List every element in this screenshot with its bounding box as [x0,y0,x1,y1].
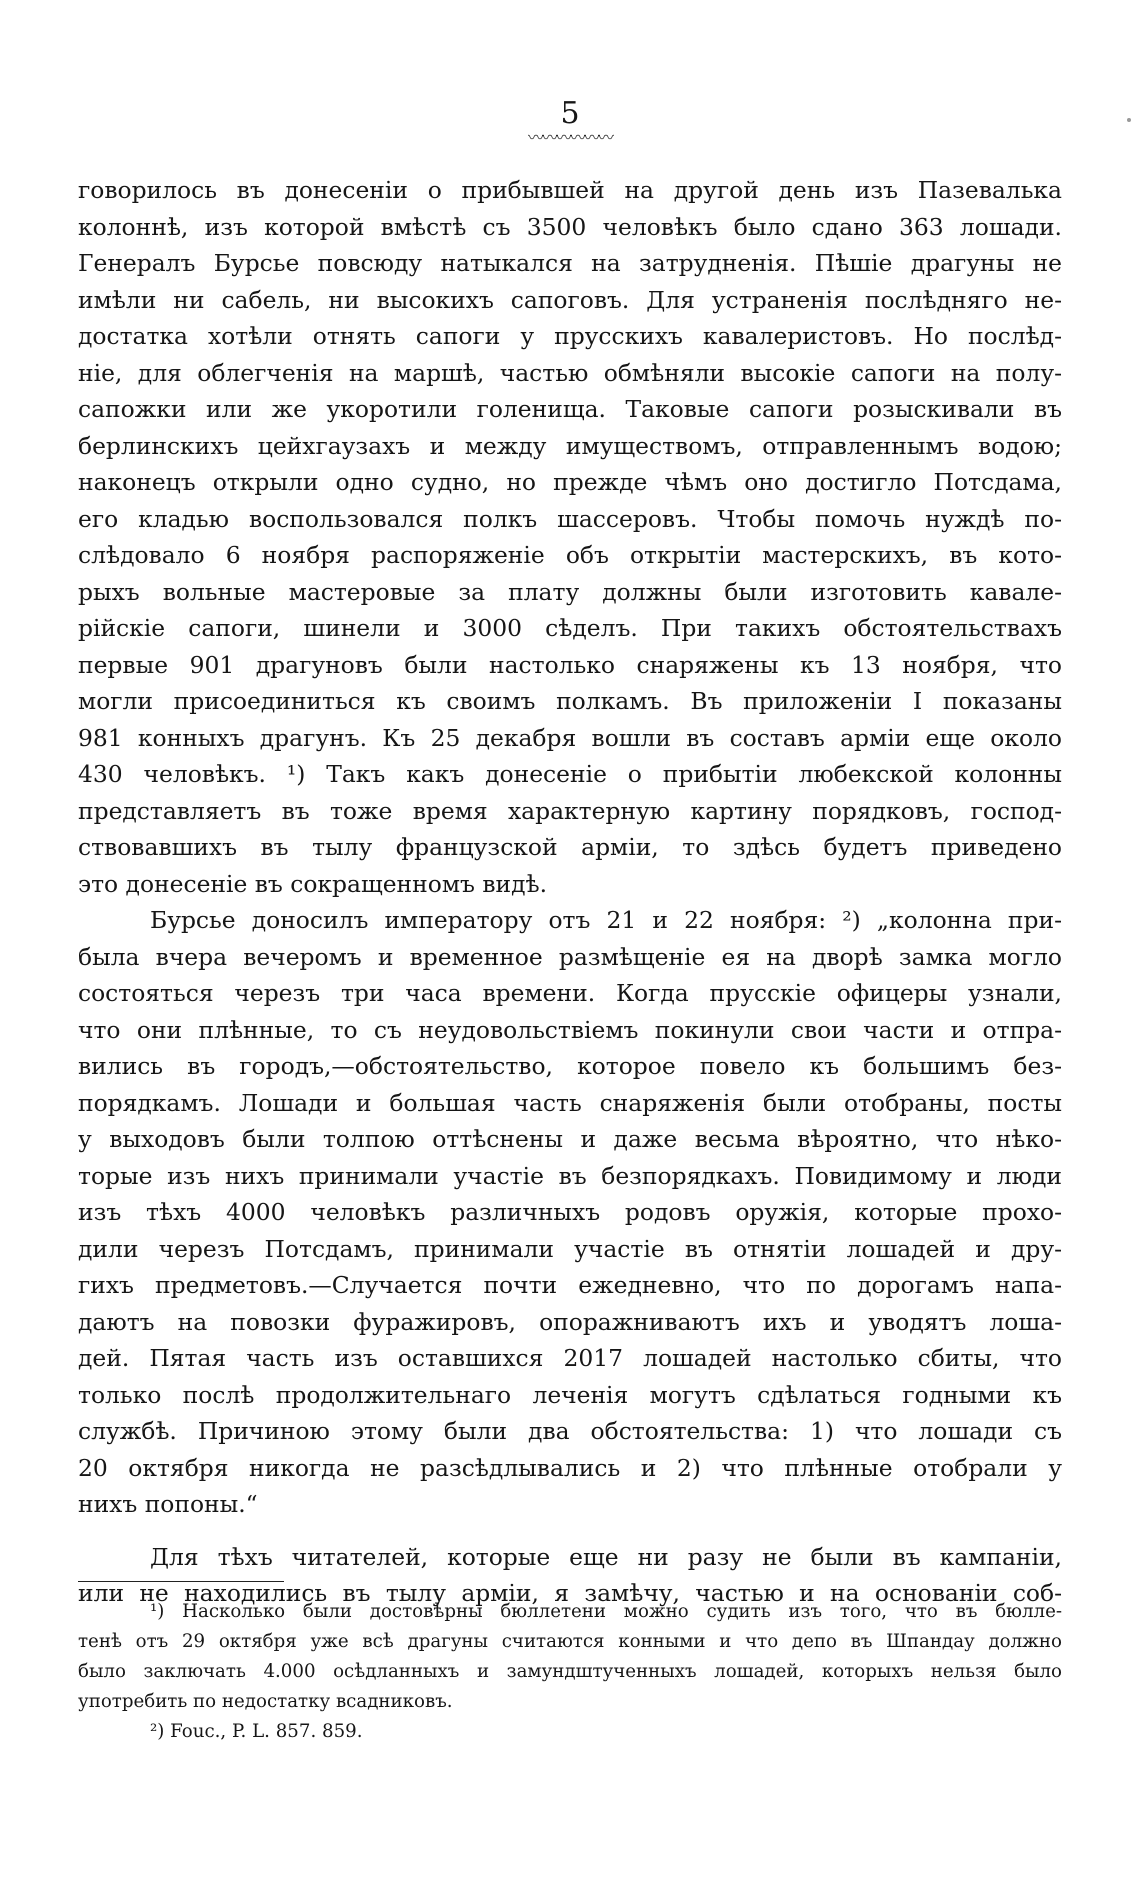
page-speck [1127,118,1131,122]
footnote-line: употребить по недостатку всадниковъ. [78,1691,453,1712]
text-line: первые 901 драгуновъ были настолько снаряжены къ 13 ноября, что [78,650,1062,679]
page-number: 5 [560,96,580,131]
text-line: 981 конныхъ драгунъ. Къ 25 декабря вошли въ составъ армiи еще около [78,723,1062,752]
text-line: состояться черезъ три часа времени. Когда прусскiе офицеры узнали, [78,979,1062,1007]
footnote-line: ¹) Насколько были достовѣрны бюллетени можно судить изъ того, что въ бюлле- [150,1601,1062,1622]
text-line: достатка хотѣли отнять сапоги у прусскихъ кавалеристовъ. Но послѣд- [78,322,1062,350]
text-line: службѣ. Причиною этому были два обстоятельства: 1) что лошади съ [78,1417,1062,1445]
text-line: даютъ на повозки фуражировъ, опоражниваютъ ихъ и уводятъ лоша- [78,1307,1062,1336]
text-line: рiйскiе сапоги, шинели и 3000 сѣделъ. При такихъ обстоятельствахъ [78,614,1062,642]
text-line: ствовавшихъ въ тылу французской армiи, то здѣсь будетъ приведено [78,833,1062,861]
text-line: могли присоединиться къ своимъ полкамъ. Въ приложенiи I показаны [78,687,1062,715]
text-line: Для тѣхъ читателей, которые еще ни разу не были въ кампанiи, [150,1542,1062,1571]
text-line: торые изъ нихъ принимали участiе въ безпорядкахъ. Повидимому и люди [78,1161,1062,1190]
text-line: нихъ попоны.“ [78,1490,258,1518]
footnote-line: было заключать 4.000 осѣдланныхъ и замундштученныхъ лошадей, которыхъ нельзя было [78,1661,1062,1682]
footnote-line: ²) Fouc., P. L. 857. 859. [150,1721,363,1742]
text-line: была вчера вечеромъ и временное размѣщенiе ея на дворѣ замка могло [78,942,1062,971]
text-line: берлинскихъ цейхгаузахъ и между имуществомъ, отправленнымъ водою; [78,431,1062,460]
text-line: изъ тѣхъ 4000 человѣкъ различныхъ родовъ оружiя, которые прохо- [78,1198,1062,1226]
text-line: только послѣ продолжительнаго леченiя могутъ сдѣлаться годными къ [78,1380,1062,1409]
text-line: дей. Пятая часть изъ оставшихся 2017 лошадей настолько сбиты, что [78,1344,1062,1372]
text-line: 430 человѣкъ. ¹) Такъ какъ донесенiе о прибытiи любекской колонны [78,760,1062,788]
text-line: Бурсье доносилъ императору отъ 21 и 22 ноября: ²) „колонна при- [150,906,1062,934]
text-line: слѣдовало 6 ноября распоряженiе объ открытiи мастерскихъ, въ кото- [78,541,1062,569]
text-line: Генералъ Бурсье повсюду натыкался на затрудненiя. Пѣшiе драгуны не [78,249,1062,277]
text-line: колоннѣ, изъ которой вмѣстѣ съ 3500 человѣкъ было сдано 363 лошади. [78,212,1062,241]
text-line: сапожки или же укоротили голенища. Таковые сапоги розыскивали въ [78,395,1062,423]
text-line: представляетъ въ тоже время характерную картину порядковъ, господ- [78,796,1062,825]
text-line: что они плѣнные, то съ неудовольствiемъ покинули свои части и отпра- [78,1015,1062,1044]
main-text [78,172,1062,1612]
text-line: рыхъ вольные мастеровые за плату должны были изготовить кавале- [78,577,1062,606]
text-line: имѣли ни сабель, ни высокихъ сапоговъ. Для устраненiя послѣдняго не- [78,285,1062,314]
text-line: или не находились въ тылу армiи, я замѣчу, частью и на основанiи соб- [78,1579,1062,1607]
text-line: наконецъ открыли одно судно, но прежде чѣмъ оно достигло Потсдама, [78,468,1062,496]
text-line: гихъ предметовъ.—Случается почти ежедневно, что по дорогамъ напа- [78,1271,1062,1299]
text-line: это донесенiе въ сокращенномъ видѣ. [78,869,548,898]
footnotes [78,1597,1062,1747]
footnote-line: тенѣ отъ 29 октября уже всѣ драгуны считаются конными и что депо въ Шпандау должно [78,1631,1062,1652]
text-line: у выходовъ были толпою оттѣснены и даже весьма вѣроятно, что нѣко- [78,1125,1062,1153]
header-ornament: 〰〰〰〰〰〰 [527,128,612,147]
text-line: говорилось въ донесенiи о прибывшей на другой день изъ Пазевалька [78,176,1062,204]
footnote-separator [78,1581,284,1582]
text-line: вились въ городъ,—обстоятельство, которое повело къ большимъ без- [78,1052,1062,1080]
text-line: его кладью воспользовался полкъ шассеровъ. Чтобы помочь нуждѣ по- [78,504,1062,533]
text-line: нiе, для облегченiя на маршѣ, частью обмѣняли высокiе сапоги на полу- [78,358,1062,387]
text-line: дили черезъ Потсдамъ, принимали участiе въ отнятiи лошадей и дру- [78,1234,1062,1263]
text-line: порядкамъ. Лошади и большая часть снаряженiя были отобраны, посты [78,1088,1062,1117]
text-line: 20 октября никогда не разсѣдлывались и 2) что плѣнные отобрали у [78,1453,1062,1482]
